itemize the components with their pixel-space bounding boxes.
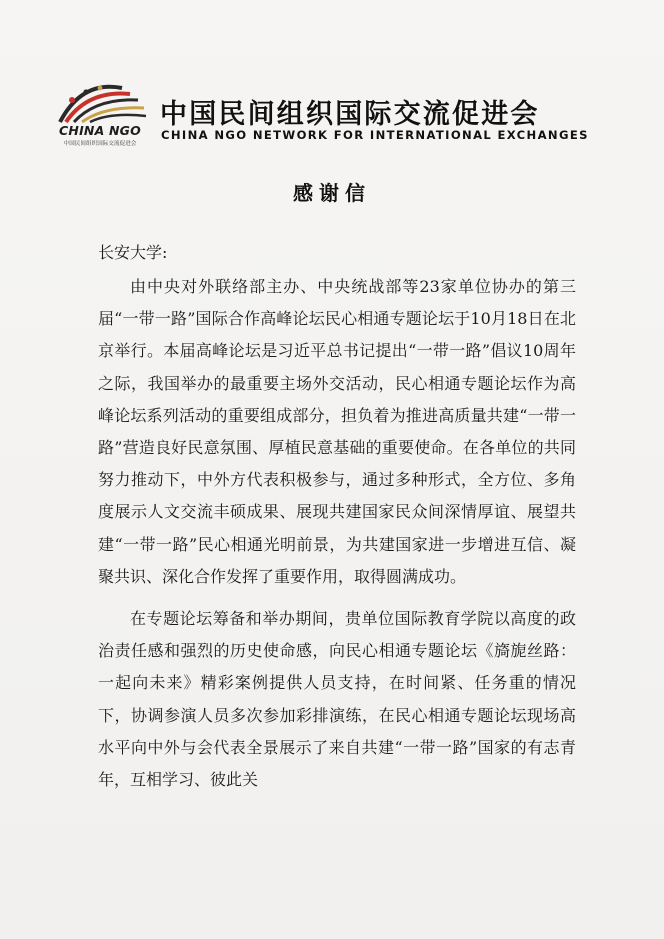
letter-body: [98, 271, 576, 806]
body-paragraph: 由中央对外联络部主办、中央统战部等23家单位协办的第三届“一带一路”国际合作高峰论坛民心相通专题论坛于10月18日在北京举行。本届高峰论坛是习近平总书记提出“一带一路”倡议10周年之际，我国举办的最重要主场外交活动，民心相通专题论坛作为高峰论坛系列活动的重要组成部分，担负着为推进高质量共建“一带一路”营造良好民意氛围、厚植民意基础的重要使命。在各单位的共同努力推动下，中外方代表积极参与，通过多种形式，全方位、多角度展示人文交流丰硕成果、展现共建国家民众间深情厚谊、展望共建“一带一路”民心相通光明前景，为共建国家进一步增进互信、凝聚共识、深化合作发挥了重要作用，取得圆满成功。: [98, 277, 576, 586]
organization-name-cn: 中国民间组织国际交流促进会: [160, 99, 540, 130]
body-paragraph: 在专题论坛筹备和举办期间，贵单位国际教育学院以高度的政治责任感和强烈的历史使命感，向民心相通专题论坛《旖旎丝路：一起向未来》精彩案例提供人员支持，在时间紧、任务重的情况下，协调参演人员多次参加彩排演练，在民心相通专题论坛现场高水平向中外与会代表全景展示了来自共建“一带一路”国家的有志青年，互相学习、彼此关: [98, 609, 576, 790]
logo-wordmark: CHINA NGO: [59, 123, 141, 138]
letter-title: 感谢信: [293, 181, 371, 205]
logo-subtext: 中国民间组织国际交流促进会: [63, 141, 137, 147]
organization-name-en: CHINA NGO NETWORK FOR INTERNATIONAL EXCHANGES: [161, 128, 589, 142]
salutation: 长安大学:: [98, 243, 168, 262]
logo-arcs-icon: [52, 78, 148, 126]
